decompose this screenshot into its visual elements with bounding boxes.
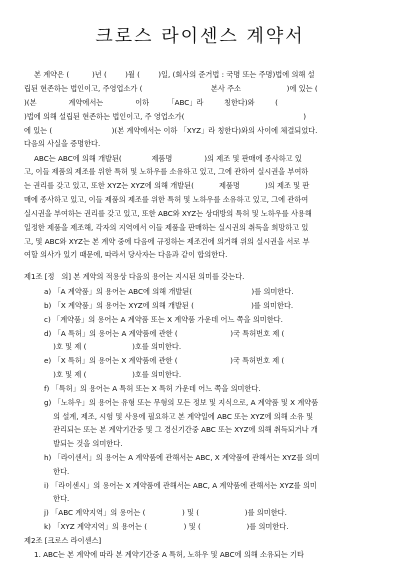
article-2-clause-1: 1. ABC는 본 계약에 따라 본 계약기간중 A 특허, 노하우 및 ABC에 의해 소유되는 기타 <box>34 550 304 559</box>
definition-i-cont: 한다. <box>44 494 70 503</box>
definition-k: k) 「XYZ 계약지역」의 용어는 ( ) 및 ( )를 의미한다. <box>44 522 289 531</box>
preamble-line-7: ABC는 ABC에 의해 개발된( 제품명 )의 제조 및 판매에 종사하고 있 <box>34 154 302 163</box>
definition-h-cont: 한다. <box>44 467 70 476</box>
definition-c: c) 「계약품」의 용어는 A 계약품 또는 X 계약품 가운데 어느 쪽을 의미한다. <box>44 315 283 324</box>
definition-j: j) 「ABC 계약지역」의 용어는 ( ) 및 ( )를 의미한다. <box>44 508 287 517</box>
preamble-line-10: 매에 종사하고 있고, 이들 제품의 제조를 위한 특허 및 노하우를 소유하고 있고, 그에 관하여 <box>24 195 309 204</box>
preamble-line-14: 여할 의사가 있기 때문에, 따라서 당사자는 다음과 같이 합의한다. <box>24 250 228 259</box>
preamble-line-6: 다음의 사실을 증명한다. <box>24 139 101 148</box>
preamble-line-9: 는 권리를 갖고 있고, 또한 XYZ는 XYZ에 의해 개발된( 제품명 )의 제조 및 판 <box>24 181 310 190</box>
definition-e-cont: )호 및 제 ( )호를 의미한다. <box>44 370 182 379</box>
definition-e: e) 「X 특허」의 용어는 X 계약품에 관한 ( )국 특허번호 제 ( <box>44 356 285 365</box>
definition-f: f) 「특허」의 용어는 A 특허 또는 X 특허 가운데 어느 쪽을 의미한다. <box>44 384 261 393</box>
definition-g-cont-3: 발되는 것을 의미한다. <box>44 439 123 448</box>
preamble-line-4: )법에 의해 설립된 현존하는 법인이고, 주 영업소가( ) <box>24 112 307 121</box>
preamble-line-2: 립된 현존하는 법인이고, 주영업소가 ( 본사 주소 )에 있는 ( <box>24 84 318 93</box>
preamble-line-8: 고, 이들 제품의 제조를 위한 특허 및 노하우를 소유하고 있고, 그에 관하여 실시권을 부여하 <box>24 167 309 176</box>
preamble-line-13: 고, 및 ABC와 XYZ는 본 계약 중에 다음에 규정하는 제조건에 의거해 위의 실시권을 서로 부 <box>24 237 310 246</box>
definition-d-cont: )호 및 제 ( )호를 의미한다. <box>44 342 182 351</box>
article-2-heading: 제2조 [크로스 라이센스] <box>24 536 102 545</box>
definition-a: a) 「A 계약품」의 용어는 ABC에 의해 개발된( )를 의미한다. <box>44 287 294 296</box>
preamble-line-3: )(본 계약에서는 이하 「ABC」라 칭한다)와 ( <box>24 98 278 107</box>
definition-b: b) 「X 계약품」의 용어는 XYZ에 의해 개발된 ( )를 의미한다. <box>44 301 294 310</box>
preamble-line-1: 본 계약은 ( )년 ( )월 ( )일, (회사의 준거법 : 국명 또는 주명)법에 의해 설 <box>34 70 315 79</box>
definition-g-cont-1: 의 설계, 제조, 시험 및 사용에 필요하고 본 계약일에 ABC 또는 XYZ에 의해 소유 및 <box>44 412 314 421</box>
preamble-line-11: 실시권을 부여하는 권리를 갖고 있고, 또한 ABC와 XYZ는 상대방의 특허 및 노하우를 사용해 <box>24 209 312 218</box>
preamble-line-5: 에 있는 ( )(본 계약에서는 이하 「XYZ」라 칭한다)와의 사이에 체결되었다. <box>24 126 318 135</box>
preamble-line-12: 일정한 제품을 제조해, 각자의 지역에서 이들 제품을 판매하는 실시권의 취득을 희망하고 있 <box>24 223 309 232</box>
document-title: 크로스 라이센스 계약서 <box>95 26 305 47</box>
definition-i: i) 「라이센시」의 용어는 X 계약품에 관해서는 ABC, A 계약품에 관해서는 XYZ를 의미 <box>44 481 317 490</box>
article-1-heading: 제1조 [정 의] 본 계약의 적용상 다음의 용어는 지시된 의미를 갖는다. <box>24 272 245 281</box>
definition-g: g) 「노하우」의 용어는 유형 또는 무형의 모든 정보 및 지식으로, A 계약품 및 X 계약품 <box>44 398 319 407</box>
definition-d: d) 「A 특허」의 용어는 A 계약품에 관한 ( )국 특허번호 제 ( <box>44 329 285 338</box>
definition-h: h) 「라이센서」의 용어는 A 계약품에 관해서는 ABC, X 계약품에 관해서는 XYZ를 의미 <box>44 453 320 462</box>
definition-g-cont-2: 관리되는 또는 본 계약기간중 및 그 경신기간중 ABC 또는 XYZ에 의해 취득되거나 개 <box>44 425 318 434</box>
